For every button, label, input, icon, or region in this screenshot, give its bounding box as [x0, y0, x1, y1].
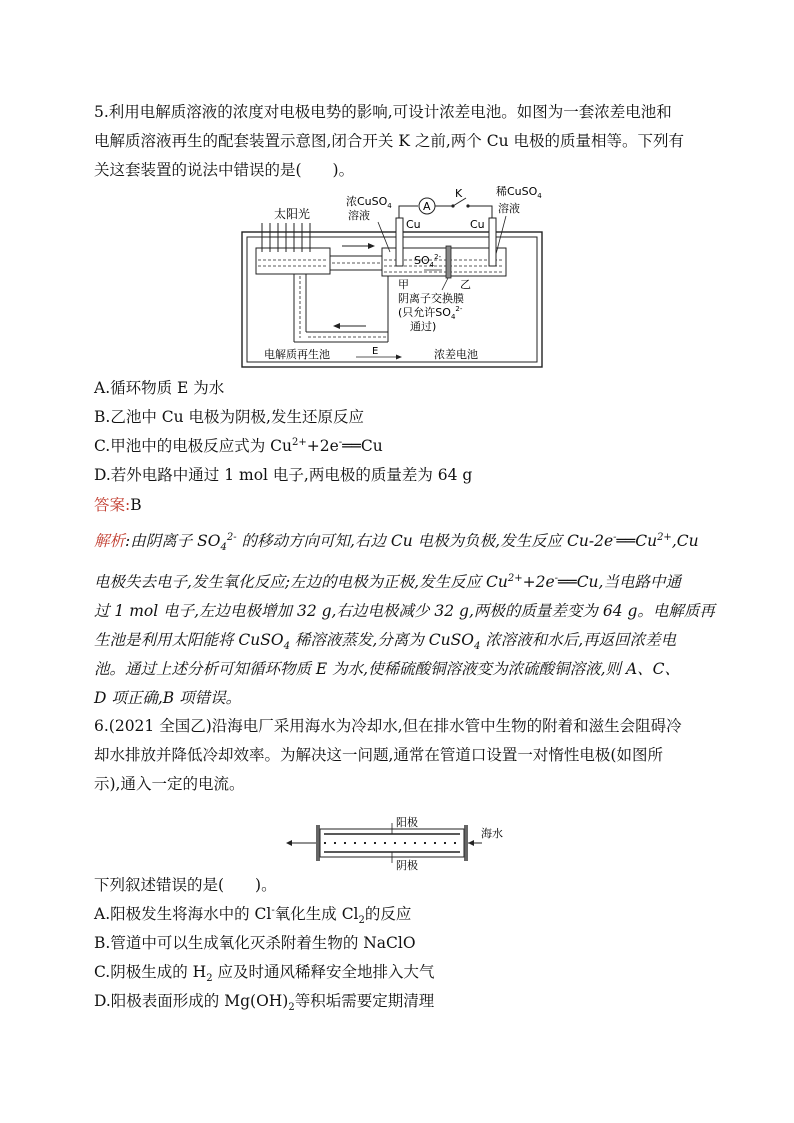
cu-left-label: Cu [406, 218, 421, 231]
q5-analysis-line-1: 解析:由阴离子 $SO_4^{2-}$ 的移动方向可知,右边 Cu 电极为负极,发生反应 $Cu-2e^-══Cu^{2+},Cu$ [94, 531, 699, 554]
membrane-label-1: 阴离子交换膜 [398, 292, 464, 305]
wire-right [468, 206, 492, 218]
outflow-arrow-head [286, 840, 292, 846]
analysis-label: 解析 [94, 532, 126, 550]
sunlight-label: 太阳光 [274, 207, 311, 221]
ammeter-label: A [423, 200, 431, 213]
q6-option-b: B.管道中可以生成氧化灭杀附着生物的 NaClO [94, 934, 416, 952]
flow-arrow-left-head [333, 323, 340, 329]
q5-stem-line-3: 关这套装置的说法中错误的是( )。 [94, 161, 355, 179]
jia-label: 甲 [398, 278, 409, 291]
q6-figure-pipe-electrodes [286, 815, 516, 871]
q6-stem-line-3: 示),通入一定的电流。 [94, 775, 245, 793]
q6-option-a: A.阳极发生将海水中的 Cl-氧化生成 $Cl_2$的反应 [94, 904, 412, 927]
q5-option-a: A.循环物质 E 为水 [94, 379, 225, 397]
right-flange [464, 825, 468, 861]
so4-ion-label: $SO_4^{2-}$ [414, 253, 442, 269]
dil-cuso4-label-2: 溶液 [498, 202, 520, 215]
conc-cuso4-label-2: 溶液 [348, 209, 370, 222]
conc-cuso4-label: 浓CuSO$_4$ [346, 195, 392, 210]
regen-pool-label: 电解质再生池 [264, 348, 330, 361]
inflow-arrow-head [468, 840, 474, 846]
anode-label: 阳极 [396, 816, 418, 829]
switch-label: K [455, 187, 463, 200]
q5-option-d: D.若外电路中通过 1 mol 电子,两电极的质量差为 64 g [94, 466, 473, 484]
seawater-label: 海水 [481, 827, 503, 840]
membrane-leader-line [442, 278, 448, 290]
q6-stem-line-1: 6.(2021 全国乙)沿海电厂采用海水为冷却水,但在排水管中生物的附着和滋生会阻碍冷 [94, 717, 682, 735]
outer-frame [242, 232, 542, 367]
q5-figure-concentration-cell [238, 186, 548, 372]
flow-arrow-right-head [368, 243, 375, 249]
answer-value: B [130, 496, 142, 514]
q5-option-b: B.乙池中 Cu 电极为阴极,发生还原反应 [94, 408, 364, 426]
wire-left [399, 206, 418, 218]
q6-option-d: D.阳极表面形成的 $Mg(OH)_2$等积垢需要定期清理 [94, 992, 435, 1014]
yi-label: 乙 [460, 278, 471, 291]
cu-electrode-left [396, 218, 403, 266]
cathode-label: 阴极 [396, 859, 418, 871]
q5-analysis-line-4: 生池是利用太阳能将 CuSO$_4$ 稀溶液蒸发,分离为 CuSO$_4$ 浓溶液和水后,再返回浓差电 [94, 631, 677, 653]
conc-cell-label: 浓差电池 [434, 348, 478, 361]
q5-stem-line-2: 电解质溶液再生的配套装置示意图,闭合开关 K 之前,两个 Cu 电极的质量相等。下列有 [94, 132, 684, 150]
left-flange [316, 825, 320, 861]
cu-electrode-right [489, 218, 496, 266]
answer-label: 答案: [94, 496, 131, 514]
q5-analysis-line-3: 过 1 mol 电子,左边电极增加 32 g,右边电极减少 32 g,两极的质量差变为 64 g。电解质再 [94, 602, 715, 620]
q6-stem-line-2: 却水排放并降低冷却效率。为解决这一问题,通常在管道口设置一对惰性电极(如图所 [94, 746, 663, 764]
e-label: E [372, 346, 379, 357]
dil-cuso4-label: 稀CuSO$_4$ [496, 186, 542, 200]
q5-stem-text-1: 5.利用电解质溶液的浓度对电极电势的影响,可设计浓差电池。如图为一套浓差电池和 [94, 103, 672, 121]
q6-question: 下列叙述错误的是( )。 [94, 876, 277, 894]
cu-right-label: Cu [470, 218, 485, 231]
membrane-label-3: 通过) [410, 320, 437, 333]
membrane-label-2: (只允许$SO_4^{2-}$ [398, 305, 463, 321]
q5-stem-line-1 [94, 102, 672, 122]
e-arrow-head [396, 355, 402, 360]
q5-analysis-line-5: 池。通过上述分析可知循环物质 E 为水,使稀硫酸铜溶液变为浓硫酸铜溶液,则 A、C、 [94, 660, 681, 678]
q5-option-c: C.甲池中的电极反应式为 $Cu^{2+}+2e^-══Cu$ [94, 436, 383, 455]
anion-exchange-membrane [446, 246, 451, 278]
q6-option-c: C.阴极生成的 $H_2$ 应及时通风稀释安全地排入大气 [94, 963, 435, 985]
q5-analysis-line-2: 电极失去电子,发生氧化反应;左边的电极为正极,发生反应 $Cu^{2+}+2e^-══Cu$,当电路中通 [94, 572, 681, 591]
q5-analysis-line-6: D 项正确,B 项错误。 [94, 689, 242, 707]
q5-answer [94, 495, 142, 515]
regen-tank [256, 248, 330, 274]
